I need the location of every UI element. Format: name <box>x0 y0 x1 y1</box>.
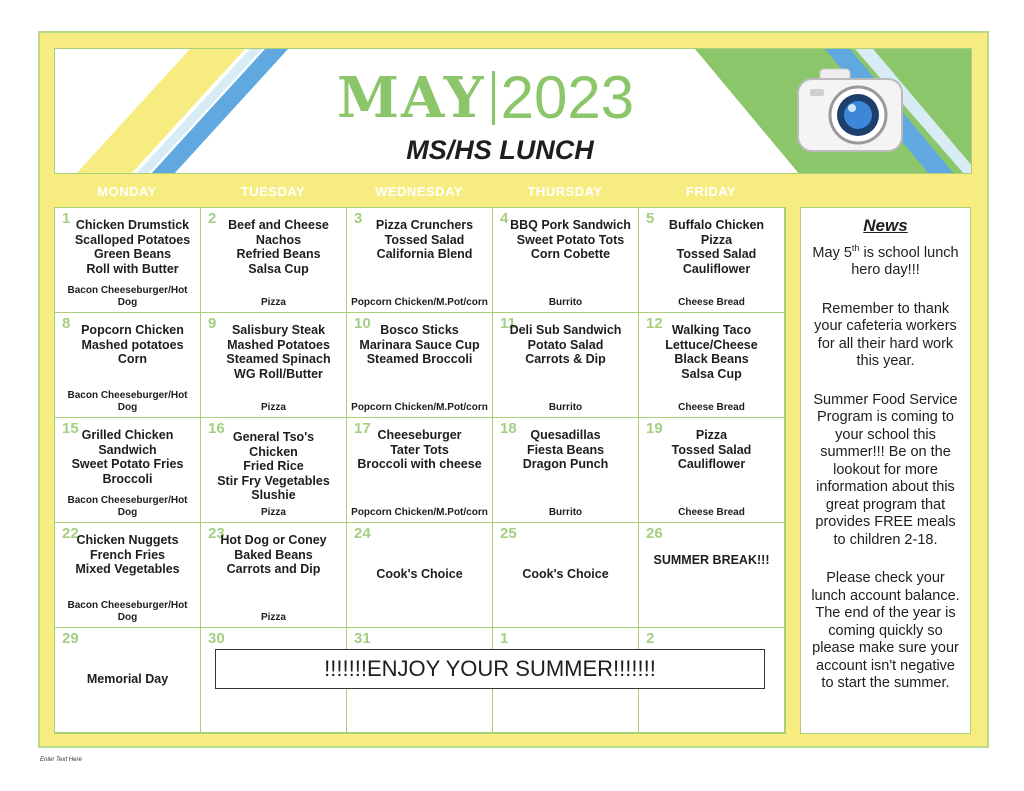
menu-items <box>349 428 490 472</box>
menu-item: Tossed Salad <box>676 247 757 262</box>
day-cell <box>347 208 493 313</box>
menu-item: Chicken Nuggets <box>76 533 179 547</box>
menu-item: Refried Beans <box>236 247 321 262</box>
weekday-header <box>54 181 784 203</box>
day-cell <box>55 628 201 733</box>
day-number: 24 <box>354 525 371 542</box>
day-number: 17 <box>354 420 371 437</box>
menu-items <box>349 567 490 582</box>
day-cell <box>493 208 639 313</box>
menu-items <box>349 323 490 367</box>
news-paragraph-thank-workers: Remember to thank your cafeteria workers for all their hard work this year. <box>814 300 957 370</box>
day-number: 12 <box>646 315 663 332</box>
menu-item: Carrots & Dip <box>525 352 606 367</box>
enjoy-summer-banner: !!!!!!!ENJOY YOUR SUMMER!!!!!!! <box>215 649 765 689</box>
menu-item: Sweet Potato Tots <box>516 232 625 247</box>
camera-icon <box>790 67 908 155</box>
alternate-entree: Bacon Cheeseburger/Hot Dog <box>67 285 188 308</box>
menu-item: Tossed Salad <box>671 442 752 457</box>
menu-item: Salsa Cup <box>248 261 309 276</box>
alternate-entree: Popcorn Chicken/M.Pot/corn <box>351 506 488 518</box>
day-cell <box>347 313 493 418</box>
alternate-entree: Popcorn Chicken/M.Pot/corn <box>351 296 488 308</box>
alternate-entree: Pizza <box>260 296 286 308</box>
menu-item: Green Beans <box>93 247 172 262</box>
menu-items <box>495 428 636 472</box>
menu-item: Tater Tots <box>390 442 449 457</box>
news-panel <box>800 207 971 734</box>
title-year: 2023 <box>500 64 635 131</box>
news-p1-a: May 5 <box>812 244 852 261</box>
menu-items <box>349 218 490 262</box>
alternate-entree: Cheese Bread <box>678 506 745 518</box>
menu-item: Beef and Cheese <box>228 218 329 232</box>
day-number: 31 <box>354 630 371 647</box>
day-number: 19 <box>646 420 663 437</box>
day-number: 10 <box>354 315 371 332</box>
day-cell <box>493 418 639 523</box>
menu-item: Steamed Broccoli <box>366 352 473 367</box>
day-cell <box>639 418 785 523</box>
banner-title <box>337 64 737 131</box>
menu-item: Deli Sub Sandwich <box>509 323 622 337</box>
day-cell <box>55 418 201 523</box>
menu-items <box>57 533 198 577</box>
day-cell <box>55 208 201 313</box>
weekday-monday: MONDAY <box>97 184 157 199</box>
menu-item: Grilled Chicken <box>81 428 174 442</box>
menu-item: Carrots and Dip <box>226 562 321 577</box>
menu-item: Mashed Potatoes <box>227 337 330 352</box>
weekday-thursday: THURSDAY <box>527 184 603 199</box>
news-paragraph-summer-food: Summer Food Service Program is coming to your school this summer!!! Be on the lookout for more information about this great program that provides FREE meals to children 2-18. <box>813 391 958 548</box>
day-number: 11 <box>500 315 516 332</box>
menu-item: Marinara Sauce Cup <box>359 337 480 352</box>
menu-items <box>203 533 344 577</box>
title-month: MAY <box>337 65 486 131</box>
menu-item: Cook's Choice <box>376 567 463 581</box>
day-number: 29 <box>62 630 79 647</box>
news-paragraph-account-balance: Please check your lunch account balance. The end of the year is coming quickly so please make sure your account isn't negative to start the summer. <box>811 570 960 692</box>
menu-items <box>203 430 344 503</box>
menu-item: Lettuce/Cheese <box>665 337 758 352</box>
menu-item: Corn <box>117 352 148 367</box>
menu-item: Nachos <box>255 232 302 247</box>
day-cell <box>201 523 347 628</box>
menu-item: Potato Salad <box>527 337 604 352</box>
menu-item: Stir Fry Vegetables <box>217 473 330 488</box>
alternate-entree: Burrito <box>548 506 583 518</box>
day-number: 30 <box>208 630 225 647</box>
menu-item: Black Beans <box>674 352 749 367</box>
menu-item: Salsa Cup <box>681 366 742 381</box>
alternate-entree: Popcorn Chicken/M.Pot/corn <box>351 401 488 413</box>
news-paragraph-hero-day <box>801 240 970 280</box>
menu-item: Broccoli <box>102 471 153 486</box>
weekday-wednesday: WEDNESDAY <box>375 184 463 199</box>
alternate-entree: Pizza <box>260 506 286 518</box>
day-number: 4 <box>500 210 509 227</box>
menu-item: French Fries <box>89 547 166 562</box>
alternate-entree: Burrito <box>548 296 583 308</box>
alternate-entree: Cheese Bread <box>678 401 745 413</box>
menu-items <box>641 323 782 381</box>
menu-item: Bosco Sticks <box>380 323 459 337</box>
day-number: 1 <box>62 210 71 227</box>
menu-item: General Tso's <box>232 430 315 444</box>
menu-items <box>57 428 198 486</box>
alternate-entree: Pizza <box>260 611 286 623</box>
menu-item: Dragon Punch <box>522 457 609 472</box>
day-cell <box>347 418 493 523</box>
banner-subtitle: MS/HS LUNCH <box>406 135 594 165</box>
menu-item: Popcorn Chicken <box>81 323 184 337</box>
day-number: 26 <box>646 525 663 542</box>
day-cell <box>55 523 201 628</box>
header-banner <box>54 48 972 174</box>
menu-items <box>495 567 636 582</box>
day-cell <box>55 313 201 418</box>
day-cell <box>493 523 639 628</box>
day-cell <box>639 523 785 628</box>
menu-item: Fiesta Beans <box>526 442 605 457</box>
menu-item: Sweet Potato Fries <box>71 457 184 472</box>
menu-items <box>203 218 344 276</box>
menu-item: Pizza <box>695 428 728 442</box>
day-cell <box>493 313 639 418</box>
menu-items <box>495 323 636 367</box>
alternate-entree: Bacon Cheeseburger/Hot Dog <box>67 495 188 518</box>
menu-item: Memorial Day <box>86 672 169 686</box>
day-number: 2 <box>646 630 655 647</box>
title-divider <box>492 71 495 125</box>
menu-item: Hot Dog or Coney <box>220 533 327 547</box>
alternate-entree: Bacon Cheeseburger/Hot Dog <box>67 390 188 413</box>
menu-item: Corn Cobette <box>530 247 611 262</box>
day-number: 23 <box>208 525 225 542</box>
day-number: 22 <box>62 525 79 542</box>
menu-item: California Blend <box>376 247 473 262</box>
alternate-entree: Burrito <box>548 401 583 413</box>
news-p1-sup: th <box>851 243 860 253</box>
menu-item: Buffalo Chicken <box>668 218 765 232</box>
day-cell <box>639 313 785 418</box>
menu-item: Roll with Butter <box>86 261 179 276</box>
weekday-tuesday: TUESDAY <box>240 184 306 199</box>
day-number: 15 <box>62 420 79 437</box>
menu-items <box>203 323 344 381</box>
menu-item: Quesadillas <box>530 428 601 442</box>
news-p1-b: is school lunch hero day!!! <box>851 244 959 279</box>
menu-item: Broccoli with cheese <box>357 457 482 472</box>
day-cell <box>201 208 347 313</box>
day-number: 1 <box>500 630 509 647</box>
menu-item: SUMMER BREAK!!! <box>653 553 770 567</box>
day-number: 2 <box>208 210 217 227</box>
menu-item: Cheeseburger <box>377 428 462 442</box>
menu-item: Chicken <box>249 444 298 459</box>
day-cell <box>201 313 347 418</box>
footer-text: Enter Text Here <box>40 757 82 763</box>
day-number: 3 <box>354 210 363 227</box>
menu-item: Mashed potatoes <box>81 337 184 352</box>
menu-item: Mixed Vegetables <box>75 562 180 577</box>
menu-item: Fried Rice <box>243 459 304 474</box>
menu-item: Cauliflower <box>682 261 751 276</box>
menu-item: WG Roll/Butter <box>234 366 323 381</box>
day-number: 18 <box>500 420 517 437</box>
alternate-entree: Bacon Cheeseburger/Hot Dog <box>67 600 188 623</box>
menu-item: Sandwich <box>98 442 157 457</box>
menu-items <box>57 672 198 687</box>
menu-item: Scalloped Potatoes <box>74 232 191 247</box>
day-number: 9 <box>208 315 217 332</box>
menu-items <box>495 218 636 262</box>
alternate-entree: Pizza <box>260 401 286 413</box>
news-title: News <box>863 216 908 235</box>
menu-items <box>641 428 782 472</box>
day-cell <box>347 523 493 628</box>
menu-item: Pizza Crunchers <box>375 218 474 232</box>
menu-item: Walking Taco <box>671 323 752 337</box>
day-number: 8 <box>62 315 71 332</box>
menu-items <box>641 553 782 568</box>
menu-item: Cauliflower <box>677 457 746 472</box>
menu-item: Baked Beans <box>234 547 313 562</box>
menu-items <box>57 218 198 276</box>
menu-item: Steamed Spinach <box>226 352 331 367</box>
day-number: 25 <box>500 525 517 542</box>
day-cell <box>201 418 347 523</box>
menu-item: Pizza <box>700 232 733 247</box>
day-number: 16 <box>208 420 225 437</box>
day-cell <box>639 208 785 313</box>
menu-items <box>641 218 782 276</box>
menu-item: Tossed Salad <box>384 232 465 247</box>
menu-item: Chicken Drumstick <box>75 218 190 232</box>
menu-item: Cook's Choice <box>522 567 609 581</box>
menu-item: Salisbury Steak <box>231 323 326 337</box>
menu-item: BBQ Pork Sandwich <box>510 218 631 232</box>
day-number: 5 <box>646 210 655 227</box>
weekday-friday: FRIDAY <box>685 184 737 199</box>
menu-items <box>57 323 198 367</box>
menu-item: Slushie <box>251 488 296 503</box>
alternate-entree: Cheese Bread <box>678 296 745 308</box>
